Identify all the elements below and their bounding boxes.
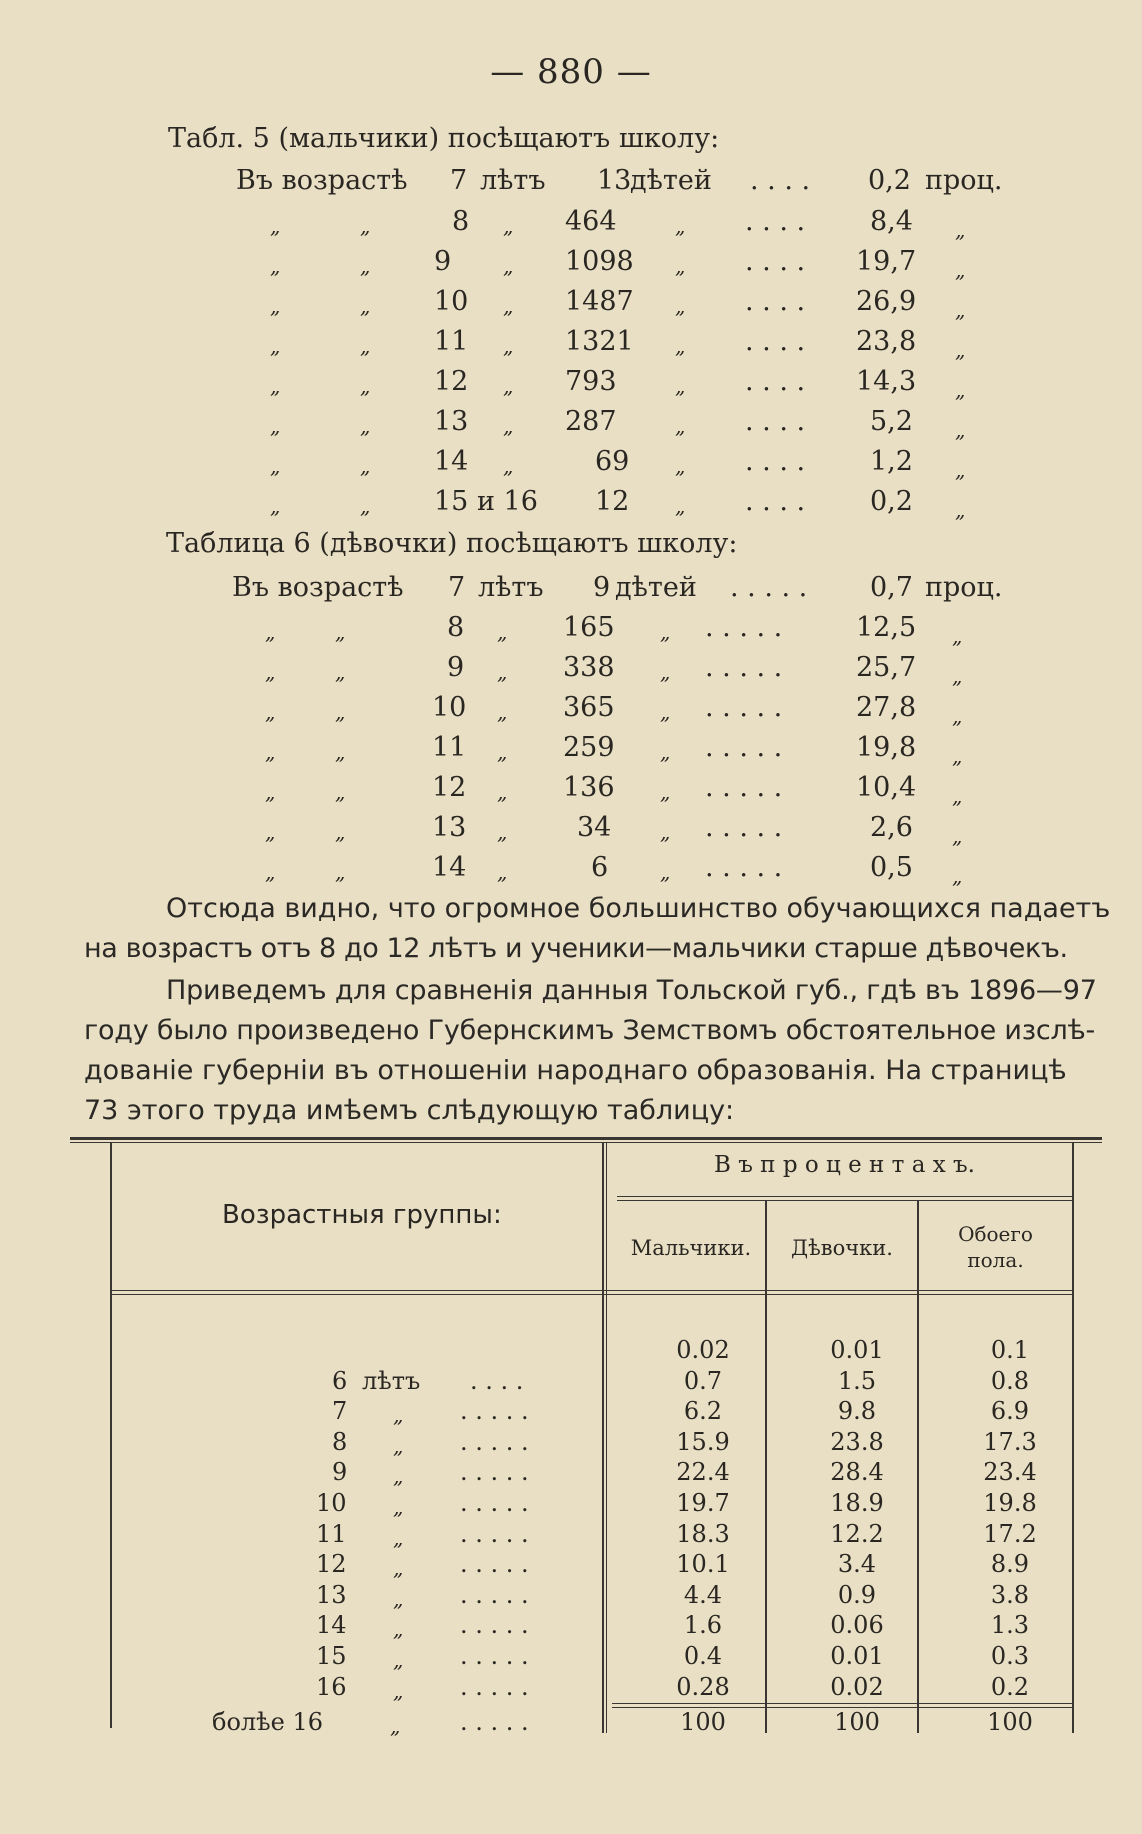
row-label: 11: [316, 1519, 347, 1548]
ditto-mark: „: [955, 418, 966, 442]
row-pct-unit: проц.: [925, 572, 1003, 603]
row-label: 8: [332, 1427, 348, 1456]
ditto-mark: „: [270, 494, 281, 518]
ditto-mark: „: [497, 780, 508, 804]
table-row: [0, 1611, 1142, 1641]
cell-girls: 0.06: [830, 1611, 884, 1640]
ditto-mark: „: [393, 1678, 404, 1703]
row-pct: 0,5: [870, 852, 913, 883]
table5-row: [0, 366, 1142, 400]
row-dots: . . . . .: [705, 812, 783, 843]
row-dots: . . . .: [750, 165, 811, 196]
row-count: 338: [563, 652, 615, 683]
row-pct: 0,7: [870, 572, 913, 603]
cell-girls: 12.2: [830, 1519, 884, 1548]
row-dots: . . . . .: [705, 852, 783, 883]
row-count: 1321: [565, 326, 634, 357]
ditto-mark: „: [393, 1648, 404, 1672]
row-count: 136: [563, 772, 615, 803]
ditto-mark: „: [675, 454, 686, 478]
ditto-mark: „: [955, 378, 966, 402]
row-count: 12: [595, 486, 630, 517]
table6-row: [0, 732, 1142, 766]
ditto-mark: „: [675, 254, 686, 278]
row-pct: 1,2: [870, 446, 913, 477]
ditto-mark: „: [660, 780, 671, 804]
row-pct: 23,8: [856, 326, 917, 357]
row-age: 15 и 16: [434, 486, 538, 517]
ditto-mark: „: [270, 294, 281, 318]
row-prefix: Въ возрастѣ: [236, 165, 408, 196]
row-label: 16: [316, 1672, 347, 1701]
row-age: 13: [434, 406, 469, 437]
ditto-mark: „: [335, 700, 346, 724]
row-dots: . . . . .: [705, 652, 783, 683]
row-dots: . . . . .: [705, 732, 783, 763]
dots: . . . . .: [460, 1611, 529, 1640]
ditto-mark: „: [265, 740, 276, 764]
row-pct: 8,4: [870, 206, 913, 237]
row-age: 9: [434, 246, 452, 277]
cell-both: 0.2: [990, 1672, 1030, 1701]
table5-row: [0, 326, 1142, 360]
row-count: 365: [563, 692, 615, 723]
row-pct: 19,7: [856, 246, 917, 277]
dots: . . . . .: [460, 1550, 529, 1579]
ditto-mark: „: [270, 254, 281, 278]
row-count: 165: [563, 612, 615, 643]
table-total-row: [0, 1708, 1142, 1738]
ditto-mark: „: [270, 414, 281, 438]
ditto-mark: „: [952, 824, 963, 848]
ditto-mark: „: [675, 214, 686, 238]
header-both-sexes-2: пола.: [967, 1248, 1024, 1272]
row-count: 69: [595, 446, 630, 477]
cell-both: 8.9: [990, 1550, 1030, 1579]
ditto-mark: „: [660, 660, 671, 684]
row-label: 7: [332, 1397, 348, 1426]
dots: . . . . .: [460, 1672, 529, 1701]
dots: . . . . .: [460, 1458, 529, 1487]
table-row: [0, 1428, 1142, 1458]
table-row: [0, 1642, 1142, 1672]
paragraph-line: 73 этого труда имѣемъ слѣдующую таблицу:: [84, 1095, 735, 1126]
dots: . . . . .: [460, 1642, 529, 1670]
row-age: 7: [450, 165, 468, 196]
table6-row: [0, 812, 1142, 846]
cell-girls: 0.02: [830, 1672, 884, 1701]
table-row: [0, 1336, 1142, 1366]
row-count: 1487: [565, 286, 634, 317]
cell-girls: 100: [834, 1708, 880, 1736]
cell-boys: 1.6: [683, 1611, 723, 1640]
ditto-mark: „: [497, 740, 508, 764]
row-label: 15: [316, 1642, 347, 1670]
row-dots: . . . . .: [705, 612, 783, 643]
ditto-mark: „: [335, 820, 346, 844]
ditto-mark: „: [265, 660, 276, 684]
paragraph-line: Приведемъ для сравненія данныя Тольской губ., гдѣ въ 1896—97: [166, 975, 1097, 1006]
row-pct: 12,5: [856, 612, 917, 643]
ditto-mark: „: [335, 660, 346, 684]
row-count: 34: [577, 812, 612, 843]
row-dots: . . . . .: [705, 772, 783, 803]
paragraph-line: дованіе губерніи въ отношеніи народнаго образованія. На страницѣ: [84, 1055, 1067, 1086]
cell-boys: 19.7: [676, 1489, 730, 1517]
row-children: дѣтей: [615, 572, 697, 603]
table5-row: [0, 446, 1142, 480]
paragraph-line: на возрастъ отъ 8 до 12 лѣтъ и ученики—мальчики старше дѣвочекъ.: [84, 933, 1068, 964]
header-age-groups: Возрастныя группы:: [222, 1200, 502, 1230]
cell-boys: 100: [680, 1708, 726, 1736]
table5-title: Табл. 5 (мальчики) посѣщаютъ школу:: [168, 123, 720, 154]
ditto-mark: „: [675, 414, 686, 438]
ditto-mark: „: [390, 1714, 401, 1738]
row-pct: 14,3: [856, 366, 917, 397]
row-dots: . . . .: [745, 206, 806, 237]
row-unit-years: лѣтъ: [478, 572, 544, 603]
ditto-mark: „: [393, 1617, 404, 1642]
row-label: 14: [316, 1611, 347, 1640]
ditto-mark: „: [503, 254, 514, 278]
ditto-mark: „: [335, 740, 346, 764]
row-count: 9: [593, 572, 611, 603]
ditto-mark: „: [497, 820, 508, 844]
ditto-mark: „: [497, 860, 508, 884]
row-age: 7: [448, 572, 466, 603]
ditto-mark: „: [503, 454, 514, 478]
cell-both: 3.8: [990, 1580, 1030, 1609]
row-count: 13: [597, 165, 632, 196]
dots: . . . . .: [460, 1397, 529, 1426]
ditto-mark: „: [503, 214, 514, 238]
dots: . . . . .: [460, 1489, 529, 1517]
row-count: 793: [565, 366, 617, 397]
cell-both: 0.3: [990, 1642, 1030, 1670]
row-unit-years: лѣтъ: [362, 1366, 421, 1395]
cell-girls: 3.4: [837, 1550, 877, 1579]
cell-both: 17.2: [983, 1519, 1037, 1548]
ditto-mark: „: [503, 414, 514, 438]
ditto-mark: „: [360, 294, 371, 318]
table-row: [0, 1673, 1142, 1703]
row-age: 11: [434, 326, 469, 357]
row-age: 12: [434, 366, 469, 397]
row-dots: . . . . .: [730, 572, 808, 603]
row-label: 9: [332, 1458, 348, 1487]
ditto-mark: „: [497, 700, 508, 724]
table-row: [0, 1550, 1142, 1580]
cell-girls: 0.01: [830, 1336, 884, 1364]
page-number: — 880 —: [490, 52, 652, 92]
ditto-mark: „: [675, 294, 686, 318]
ditto-mark: „: [393, 1586, 404, 1611]
row-age: 14: [434, 446, 469, 477]
dots: . . . .: [470, 1366, 524, 1395]
ditto-mark: „: [270, 454, 281, 478]
ditto-mark: „: [675, 334, 686, 358]
row-age: 14: [432, 852, 467, 883]
cell-boys: 22.4: [676, 1458, 730, 1487]
cell-both: 100: [987, 1708, 1033, 1736]
ditto-mark: „: [265, 860, 276, 884]
row-dots: . . . .: [745, 406, 806, 437]
row-pct: 25,7: [856, 652, 917, 683]
cell-both: 17.3: [983, 1427, 1037, 1456]
header-girls: Дѣвочки.: [791, 1236, 893, 1260]
table5-row: [0, 286, 1142, 320]
ditto-mark: „: [675, 374, 686, 398]
cell-boys: 10.1: [676, 1550, 730, 1579]
cell-both: 23.4: [983, 1458, 1037, 1487]
ditto-mark: „: [270, 374, 281, 398]
row-dots: . . . .: [745, 446, 806, 477]
row-label: 10: [316, 1489, 347, 1517]
total-label: болѣе 16: [212, 1708, 323, 1736]
row-dots: . . . .: [745, 286, 806, 317]
ditto-mark: „: [265, 820, 276, 844]
row-children: дѣтей: [630, 165, 712, 196]
ditto-mark: „: [393, 1556, 404, 1581]
ditto-mark: „: [660, 700, 671, 724]
row-pct: 19,8: [856, 732, 917, 763]
dots: . . . . .: [460, 1708, 529, 1736]
ditto-mark: „: [393, 1403, 404, 1428]
table5-row: [0, 206, 1142, 240]
row-count: 259: [563, 732, 615, 763]
ditto-mark: „: [360, 254, 371, 278]
row-label: 13: [316, 1580, 347, 1609]
ditto-mark: „: [660, 620, 671, 644]
cell-girls: 0.9: [837, 1580, 877, 1609]
cell-girls: 0.01: [830, 1642, 884, 1670]
row-pct: 10,4: [856, 772, 917, 803]
ditto-mark: „: [393, 1495, 404, 1519]
cell-boys: 0.4: [683, 1642, 723, 1670]
ditto-mark: „: [955, 458, 966, 482]
ditto-mark: „: [660, 860, 671, 884]
ditto-mark: „: [270, 214, 281, 238]
header-in-percent: В ъ п р о ц е н т а х ъ.: [714, 1152, 975, 1178]
table-row: [0, 1458, 1142, 1488]
row-dots: . . . .: [745, 366, 806, 397]
table-row: [0, 1489, 1142, 1519]
cell-boys: 18.3: [676, 1519, 730, 1548]
table-row: [0, 1581, 1142, 1611]
cell-girls: 9.8: [837, 1397, 877, 1426]
cell-girls: 28.4: [830, 1458, 884, 1487]
table6-row: [0, 852, 1142, 886]
cell-both: 6.9: [990, 1397, 1030, 1426]
ditto-mark: „: [503, 334, 514, 358]
cell-boys: 0.02: [676, 1336, 730, 1364]
row-dots: . . . .: [745, 246, 806, 277]
ditto-mark: „: [952, 664, 963, 688]
table-row: [0, 1397, 1142, 1427]
header-boys: Мальчики.: [630, 1236, 752, 1260]
ditto-mark: „: [497, 620, 508, 644]
row-age: 13: [432, 812, 467, 843]
row-count: 6: [591, 852, 609, 883]
row-age: 10: [432, 692, 467, 723]
dots: . . . . .: [460, 1519, 529, 1548]
ditto-mark: „: [952, 784, 963, 808]
table6-row: [0, 612, 1142, 646]
row-dots: . . . .: [745, 326, 806, 357]
row-age: 8: [452, 206, 470, 237]
row-pct: 5,2: [870, 406, 913, 437]
row-count: 1098: [565, 246, 634, 277]
row-pct: 26,9: [856, 286, 917, 317]
paragraph-line: Отсюда видно, что огромное большинство обучающихся падаетъ: [166, 893, 1111, 924]
ditto-mark: „: [393, 1525, 404, 1550]
row-pct: 2,6: [870, 812, 913, 843]
row-pct-unit: проц.: [925, 165, 1003, 196]
ditto-mark: „: [360, 334, 371, 358]
ditto-mark: „: [360, 414, 371, 438]
ditto-mark: „: [360, 374, 371, 398]
ditto-mark: „: [265, 620, 276, 644]
table6-row: [0, 652, 1142, 686]
row-dots: . . . . .: [705, 692, 783, 723]
ditto-mark: „: [503, 374, 514, 398]
ditto-mark: „: [952, 704, 963, 728]
ditto-mark: „: [955, 498, 966, 522]
ditto-mark: „: [952, 744, 963, 768]
table6-row: [0, 572, 1142, 606]
ditto-mark: „: [360, 494, 371, 518]
ditto-mark: „: [660, 740, 671, 764]
table5-row: [0, 486, 1142, 520]
row-age: 10: [434, 286, 469, 317]
row-age: 9: [447, 652, 465, 683]
cell-both: 0.8: [990, 1366, 1030, 1395]
ditto-mark: „: [360, 214, 371, 238]
ditto-mark: „: [265, 700, 276, 724]
row-count: 464: [565, 206, 617, 237]
ditto-mark: „: [660, 820, 671, 844]
table5-row: [0, 246, 1142, 280]
row-pct: 0,2: [870, 486, 913, 517]
ditto-mark: „: [360, 454, 371, 478]
table-row: [0, 1367, 1142, 1397]
ditto-mark: „: [952, 624, 963, 648]
cell-both: 1.3: [990, 1611, 1030, 1640]
row-count: 287: [565, 406, 617, 437]
ditto-mark: „: [335, 780, 346, 804]
ditto-mark: „: [675, 494, 686, 518]
table6-row: [0, 692, 1142, 726]
ditto-mark: „: [335, 620, 346, 644]
ditto-mark: „: [335, 860, 346, 884]
row-label: 12: [316, 1550, 347, 1579]
ditto-mark: „: [955, 218, 966, 242]
dots: . . . . .: [460, 1427, 529, 1456]
row-label: 6: [332, 1366, 348, 1395]
cell-girls: 18.9: [830, 1489, 884, 1517]
table5-row: [0, 406, 1142, 440]
row-age: 12: [432, 772, 467, 803]
row-pct: 27,8: [856, 692, 917, 723]
dots: . . . . .: [460, 1580, 529, 1609]
table5-row: [0, 165, 1142, 199]
ditto-mark: „: [955, 298, 966, 322]
row-age: 8: [447, 612, 465, 643]
ditto-mark: „: [393, 1433, 404, 1458]
header-both-sexes: Обоего: [958, 1222, 1033, 1246]
cell-girls: 23.8: [830, 1427, 884, 1456]
cell-boys: 15.9: [676, 1427, 730, 1456]
row-pct: 0,2: [868, 165, 911, 196]
row-dots: . . . .: [745, 486, 806, 517]
ditto-mark: „: [265, 780, 276, 804]
paragraph-line: году было произведено Губернскимъ Земствомъ обстоятельное изслѣ-: [84, 1015, 1096, 1046]
cell-boys: 0.28: [676, 1672, 730, 1701]
ditto-mark: „: [503, 294, 514, 318]
cell-boys: 6.2: [683, 1397, 723, 1426]
table6-row: [0, 772, 1142, 806]
ditto-mark: „: [497, 660, 508, 684]
row-prefix: Въ возрастѣ: [232, 572, 404, 603]
cell-both: 19.8: [983, 1489, 1037, 1517]
cell-boys: 4.4: [683, 1580, 723, 1609]
ditto-mark: „: [270, 334, 281, 358]
ditto-mark: „: [955, 338, 966, 362]
ditto-mark: „: [952, 864, 963, 888]
cell-both: 0.1: [990, 1336, 1030, 1364]
table6-title: Таблица 6 (дѣвочки) посѣщаютъ школу:: [166, 528, 738, 559]
row-age: 11: [432, 732, 467, 763]
cell-boys: 0.7: [683, 1366, 723, 1395]
ditto-mark: „: [955, 258, 966, 282]
table-row: [0, 1520, 1142, 1550]
ditto-mark: „: [393, 1464, 404, 1489]
cell-girls: 1.5: [837, 1366, 877, 1395]
row-unit-years: лѣтъ: [480, 165, 546, 196]
